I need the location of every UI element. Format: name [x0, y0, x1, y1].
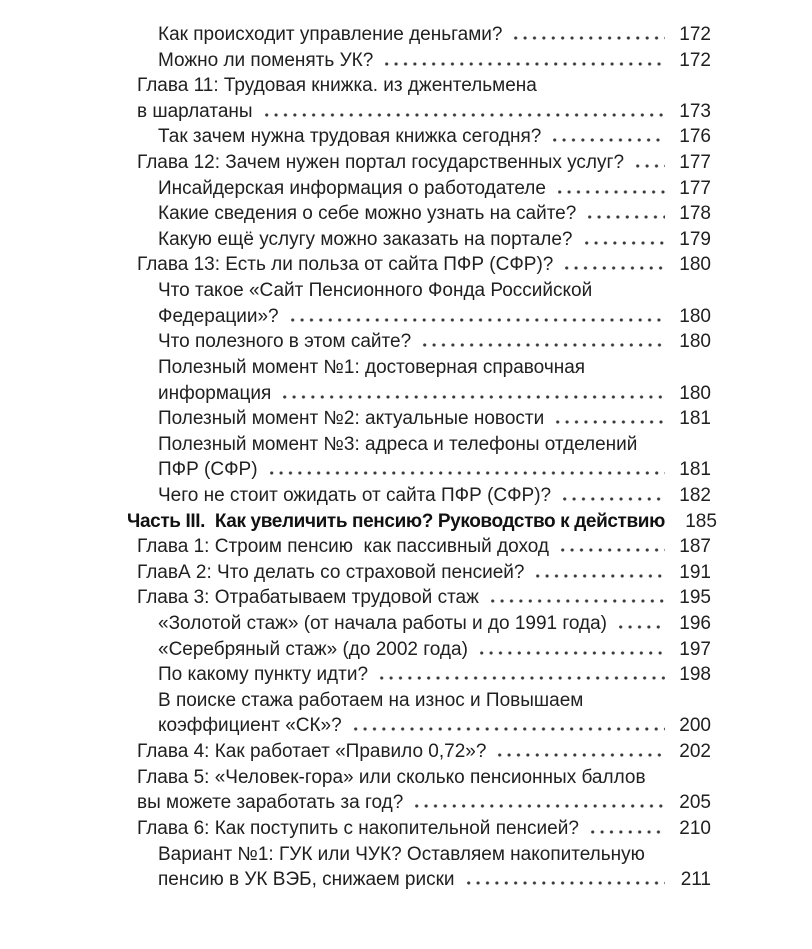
- dot-leader: [582, 239, 665, 245]
- dot-leader: [267, 469, 665, 475]
- toc-row: [127, 713, 711, 739]
- dot-leader: [558, 546, 665, 552]
- toc-page-number: 180: [679, 382, 711, 404]
- dot-leader: [288, 316, 665, 322]
- toc-entry-text: Глава 6: Как поступить с накопительной пенсией?: [137, 817, 579, 839]
- toc-row: [127, 765, 711, 791]
- toc-page-number: 202: [679, 741, 711, 763]
- dot-leader: [382, 60, 665, 66]
- toc-entry-text: «Золотой стаж» (от начала работы и до 1991 года): [158, 613, 608, 635]
- toc-page-number: 181: [679, 459, 711, 481]
- toc-row: [127, 124, 711, 150]
- dot-leader: [533, 572, 665, 578]
- dot-leader: [377, 674, 665, 680]
- dot-leader: [588, 828, 665, 834]
- toc-row: [127, 457, 711, 483]
- toc-entry-text: Чего не стоит ожидать от сайта ПФР (СФР)?: [158, 484, 552, 506]
- toc-page-number: 179: [679, 228, 711, 250]
- toc-entry-text: Что такое «Сайт Пенсионного Фонда Российской: [158, 280, 593, 302]
- dot-leader: [280, 393, 665, 399]
- toc-entry-text: Федерации»?: [158, 305, 279, 327]
- toc-row: [127, 842, 711, 868]
- toc-page-number: 181: [679, 408, 711, 430]
- toc-page-number: 191: [679, 561, 711, 583]
- toc-row: [127, 662, 711, 688]
- toc-row: [127, 278, 711, 304]
- toc-page-number: 197: [679, 638, 711, 660]
- toc-row: [127, 48, 711, 74]
- toc-entry-text: Глава 1: Строим пенсию как пассивный доход: [137, 536, 549, 558]
- toc-list: [127, 22, 717, 893]
- toc-row: [127, 73, 711, 99]
- toc-row: [127, 381, 711, 407]
- dot-leader: [553, 418, 665, 424]
- dot-leader: [351, 725, 665, 731]
- toc-page-number: 177: [679, 177, 711, 199]
- toc-row: [127, 329, 711, 355]
- toc-entry-text: «Серебряный стаж» (до 2002 года): [158, 638, 468, 660]
- toc-page-number: 182: [679, 484, 711, 506]
- dot-leader: [511, 34, 665, 40]
- dot-leader: [477, 649, 665, 655]
- toc-row: [127, 406, 711, 432]
- dot-leader: [560, 495, 665, 501]
- toc-entry-text: коэффициент «СК»?: [158, 715, 342, 737]
- toc-entry-text: Какую ещё услугу можно заказать на портале?: [158, 228, 573, 250]
- toc-row: [127, 355, 711, 381]
- toc-page-number: 172: [679, 49, 711, 71]
- toc-page-number: 198: [679, 664, 711, 686]
- toc-row: [127, 227, 711, 253]
- toc-row: [127, 176, 711, 202]
- toc-entry-text: Полезный момент №1: достоверная справочная: [158, 356, 586, 378]
- dot-leader: [550, 136, 665, 142]
- toc-entry-text: Так зачем нужна трудовая книжка сегодня?: [158, 126, 542, 148]
- toc-entry-text: вы можете заработать за год?: [137, 792, 404, 814]
- toc-entry-text: Вариант №1: ГУК или ЧУК? Оставляем накопительную: [158, 843, 645, 865]
- toc-entry-text: Полезный момент №2: актуальные новости: [158, 408, 545, 430]
- toc-entry-text: Глава 5: «Человек-гора» или сколько пенсионных баллов: [137, 766, 646, 788]
- toc-entry-text: информация: [158, 382, 272, 404]
- toc-page-number: 180: [679, 331, 711, 353]
- toc-entry-text: Как происходит управление деньгами?: [158, 24, 503, 45]
- toc-row: [127, 252, 711, 278]
- toc-entry-text: пенсию в УК ВЭБ, снижаем риски: [158, 869, 455, 891]
- toc-entry-text: ПФР (СФР): [158, 459, 258, 481]
- toc-entry-text: Глава 3: Отрабатываем трудовой стаж: [137, 587, 479, 609]
- toc-entry-text: Что полезного в этом сайте?: [158, 331, 412, 353]
- toc-page-number: 200: [679, 715, 711, 737]
- toc-page-number: 172: [679, 24, 711, 45]
- dot-leader: [562, 264, 665, 270]
- toc-row: [127, 611, 711, 637]
- dot-leader: [555, 188, 665, 194]
- toc-row: [127, 150, 711, 176]
- toc-page-number: 196: [679, 613, 711, 635]
- toc-entry-text: Глава 11: Трудовая книжка. из джентельмена: [137, 75, 537, 97]
- toc-entry-text: ГлавА 2: Что делать со страховой пенсией?: [137, 561, 525, 583]
- toc-row: [127, 739, 711, 765]
- dot-leader: [412, 802, 665, 808]
- dot-leader: [616, 623, 665, 629]
- toc-row: [127, 816, 711, 842]
- toc-row: [127, 99, 711, 125]
- toc-row: [127, 304, 711, 330]
- dot-leader: [262, 111, 665, 117]
- toc-page-number: 178: [679, 203, 711, 225]
- toc-entry-text: Часть III. Как увеличить пенсию? Руководство к действию: [127, 510, 665, 532]
- toc-page-number: 177: [679, 152, 711, 174]
- spacer: [669, 521, 679, 527]
- toc-entry-text: Глава 4: Как работает «Правило 0,72»?: [137, 741, 487, 763]
- toc-page-number: 195: [679, 587, 711, 609]
- toc-page-number: 210: [679, 817, 711, 839]
- toc-row: [127, 688, 711, 714]
- toc-entry-text: Инсайдерская информация о работодателе: [158, 177, 546, 199]
- toc-page-number: 173: [679, 100, 711, 122]
- toc-row: [127, 534, 711, 560]
- toc-page-number: 180: [679, 305, 711, 327]
- toc-entry-text: в шарлатаны: [137, 100, 253, 122]
- toc-page-number: 187: [679, 536, 711, 558]
- dot-leader: [633, 162, 665, 168]
- toc-entry-text: Можно ли поменять УК?: [158, 49, 374, 71]
- toc-page-number: 185: [685, 510, 717, 532]
- dot-leader: [464, 879, 665, 885]
- toc-page-number: 205: [679, 792, 711, 814]
- dot-leader: [495, 751, 665, 757]
- dot-leader: [585, 213, 665, 219]
- toc-row: [127, 867, 711, 893]
- toc-row: [127, 22, 711, 48]
- toc-row: [127, 585, 711, 611]
- toc-row: [127, 432, 711, 458]
- toc-row: [127, 483, 711, 509]
- toc-row: [127, 560, 711, 586]
- toc-entry-text: Глава 13: Есть ли польза от сайта ПФР (СФР)?: [137, 254, 554, 276]
- toc-page-number: 176: [679, 126, 711, 148]
- toc-entry-text: По какому пункту идти?: [158, 664, 369, 686]
- toc-entry-text: Полезный момент №3: адреса и телефоны отделений: [158, 433, 638, 455]
- toc-page-number: 211: [680, 869, 711, 891]
- dot-leader: [420, 341, 665, 347]
- toc-page-number: 180: [679, 254, 711, 276]
- toc-entry-text: Глава 12: Зачем нужен портал государственных услуг?: [137, 152, 625, 174]
- toc-row: [127, 790, 711, 816]
- toc-row: [127, 637, 711, 663]
- toc-entry-text: В поиске стажа работаем на износ и Повышаем: [158, 689, 584, 711]
- toc-row: [127, 201, 711, 227]
- toc-row: [127, 509, 717, 535]
- toc-entry-text: Какие сведения о себе можно узнать на сайте?: [158, 203, 577, 225]
- dot-leader: [488, 597, 665, 603]
